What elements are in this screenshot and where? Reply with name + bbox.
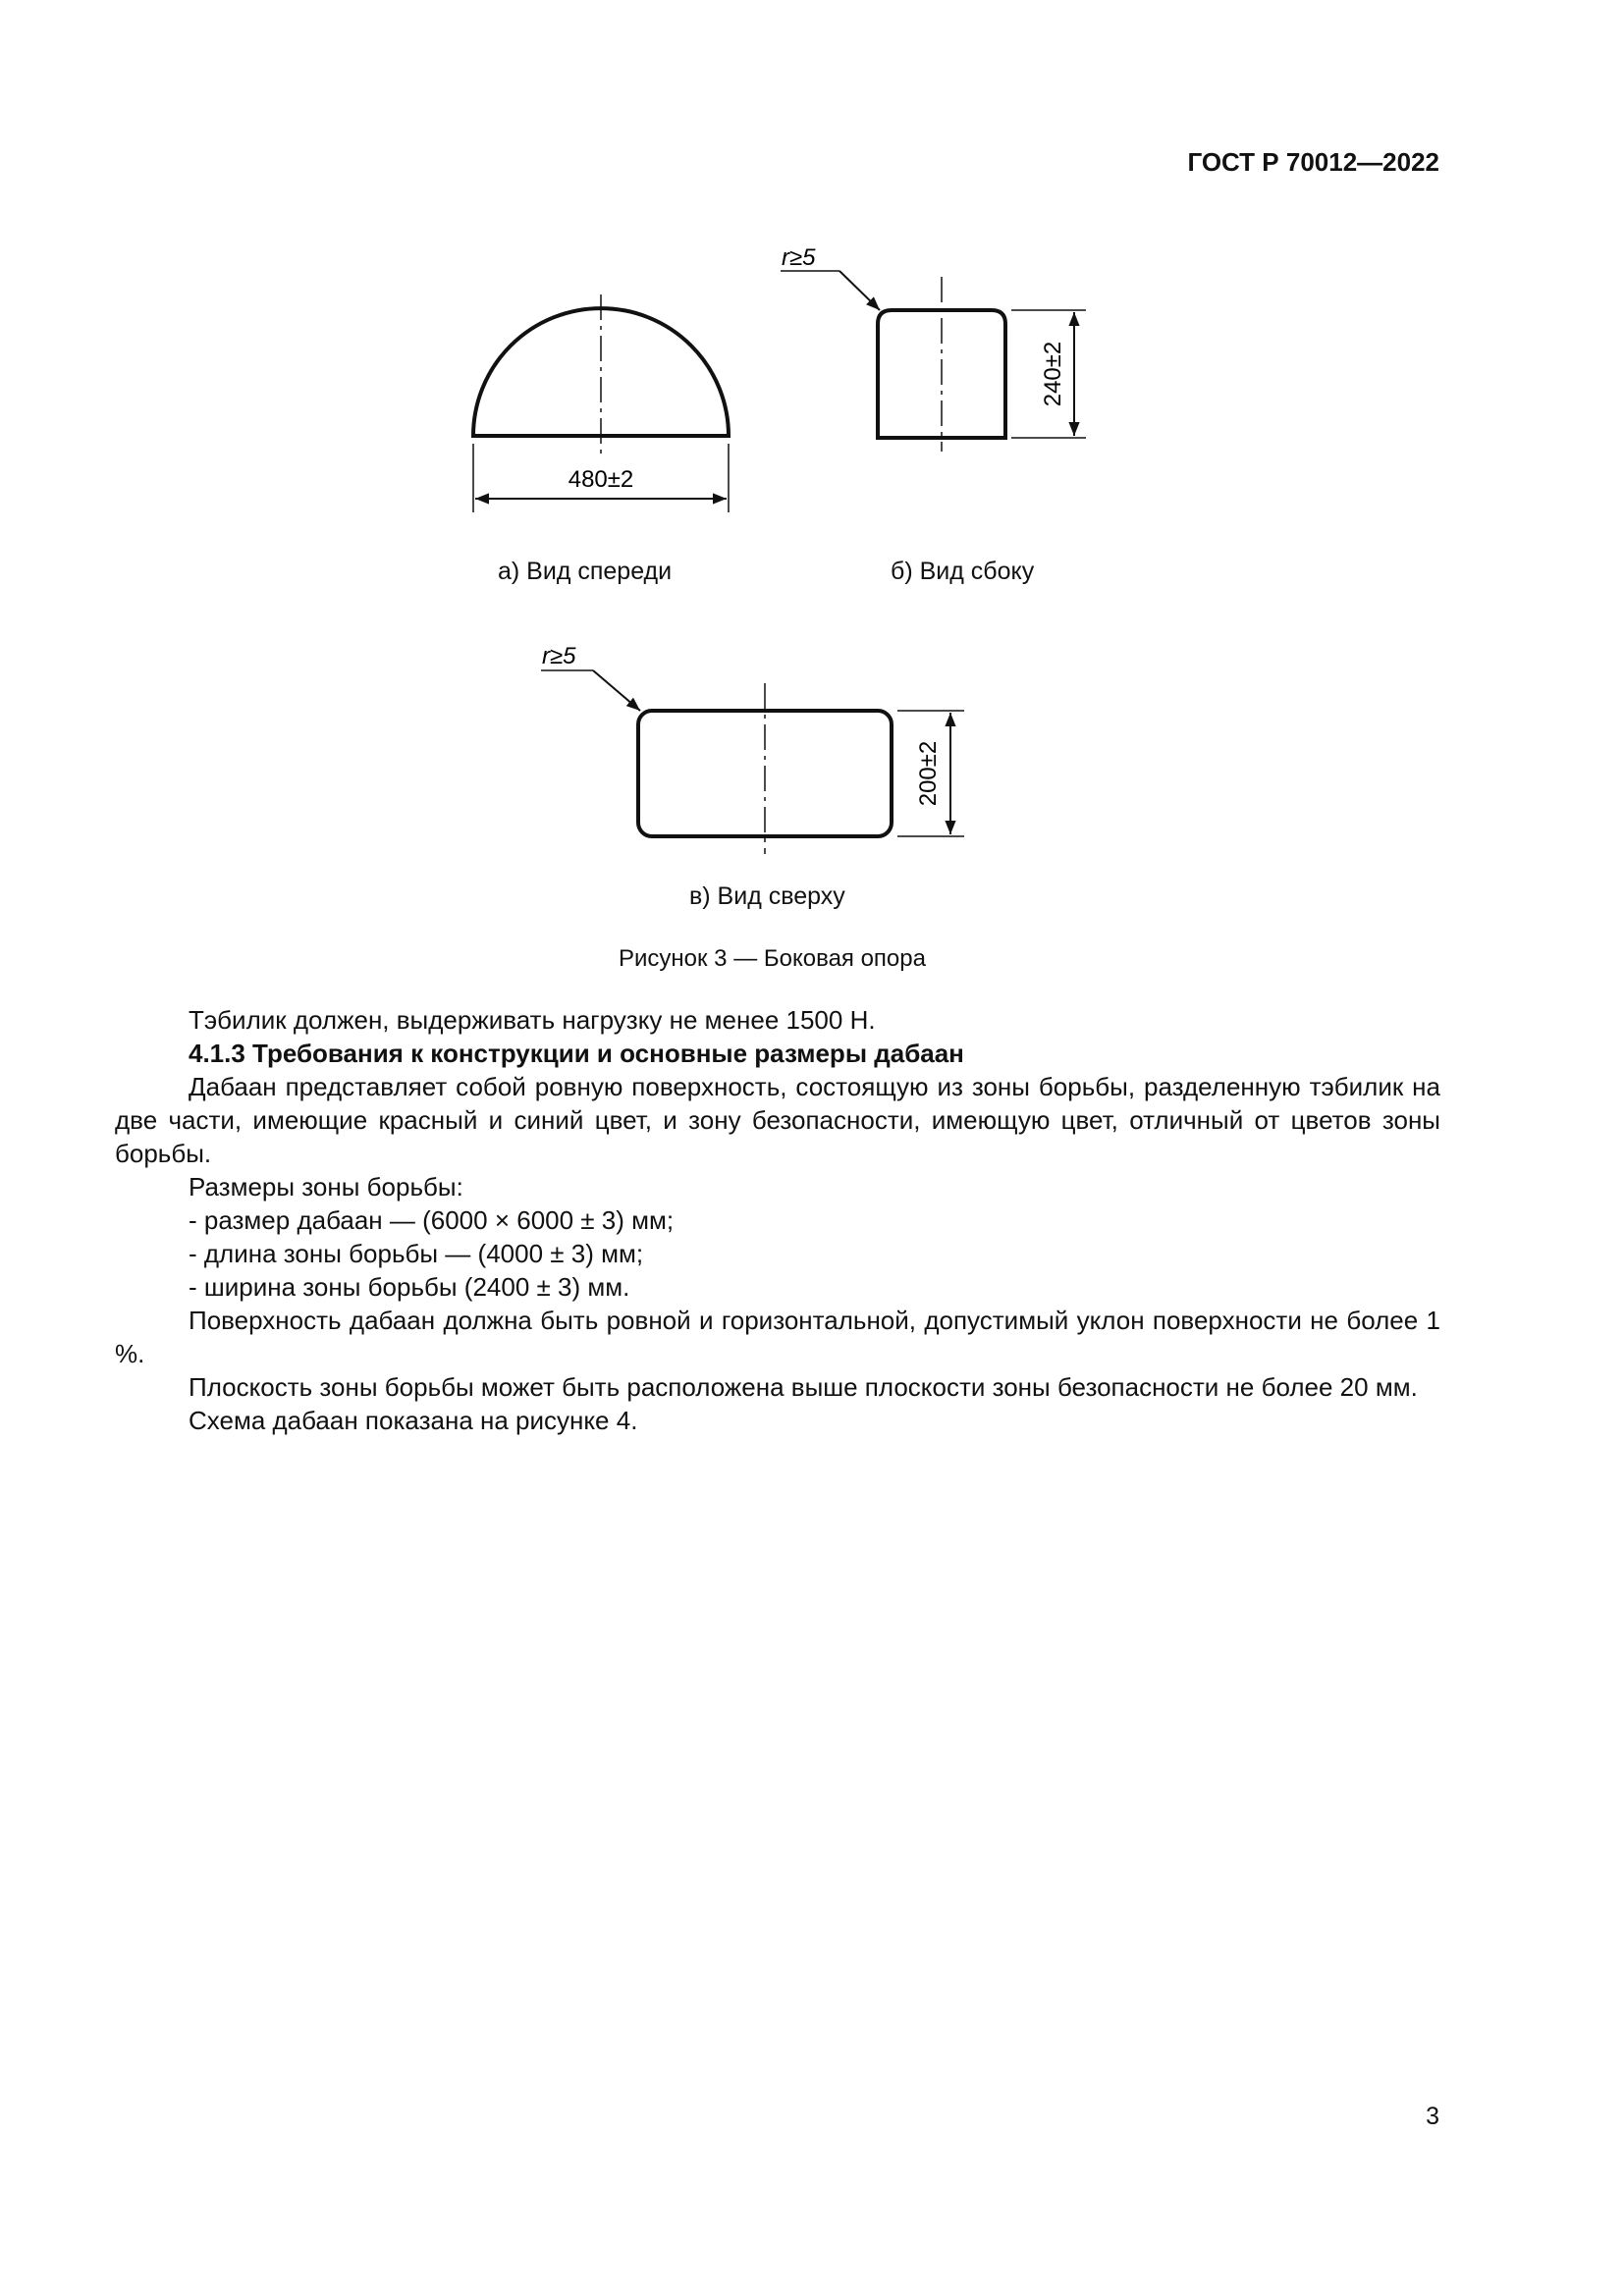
front-view-caption: а) Вид спереди [498,558,673,585]
figure-caption: Рисунок 3 — Боковая опора [619,945,926,972]
list-item: - ширина зоны борьбы (2400 ± 3) мм. [189,1272,630,1302]
paragraph-description: Дабаан представляет собой ровную поверхность, состоящую из зоны борьбы, разделенную тэбилик на две части, имеющие красный и синий цвет, и зону безопасности, имеющую цвет, отличный от цветов зоны борьбы. [115,1072,1440,1168]
paragraph-scheme: Схема дабаан показана на рисунке 4. [189,1406,638,1435]
paragraph-surface: Поверхность дабаан должна быть ровной и горизонтальной, допустимый уклон поверхности не более 1 %. [115,1306,1440,1368]
section-heading: 4.1.3 Требования к конструкции и основные размеры дабаан [189,1039,964,1068]
side-height-label: 240±2 [1040,341,1066,407]
paragraph-sizes-intro: Размеры зоны борьбы: [189,1172,463,1201]
paragraph-plane: Плоскость зоны борьбы может быть расположена выше плоскости зоны безопасности не более 20 мм. [189,1372,1418,1402]
top-radius-label: r≥5 [542,643,576,669]
list-item: - длина зоны борьбы — (4000 ± 3) мм; [189,1239,644,1268]
body-text [115,1003,1440,1437]
side-radius-label: r≥5 [782,244,816,271]
top-height-label: 200±2 [915,740,942,807]
top-view-caption: в) Вид сверху [689,882,845,910]
paragraph-load: Тэбилик должен, выдерживать нагрузку не менее 1500 Н. [189,1005,876,1035]
document-code: ГОСТ Р 70012—2022 [1187,147,1439,177]
page-number: 3 [1426,2103,1439,2130]
side-view-caption: б) Вид сбоку [891,558,1035,585]
top-view-drawing [541,670,964,854]
front-width-label: 480±2 [568,466,634,493]
list-item: - размер дабаан — (6000 × 6000 ± 3) мм; [189,1205,675,1235]
